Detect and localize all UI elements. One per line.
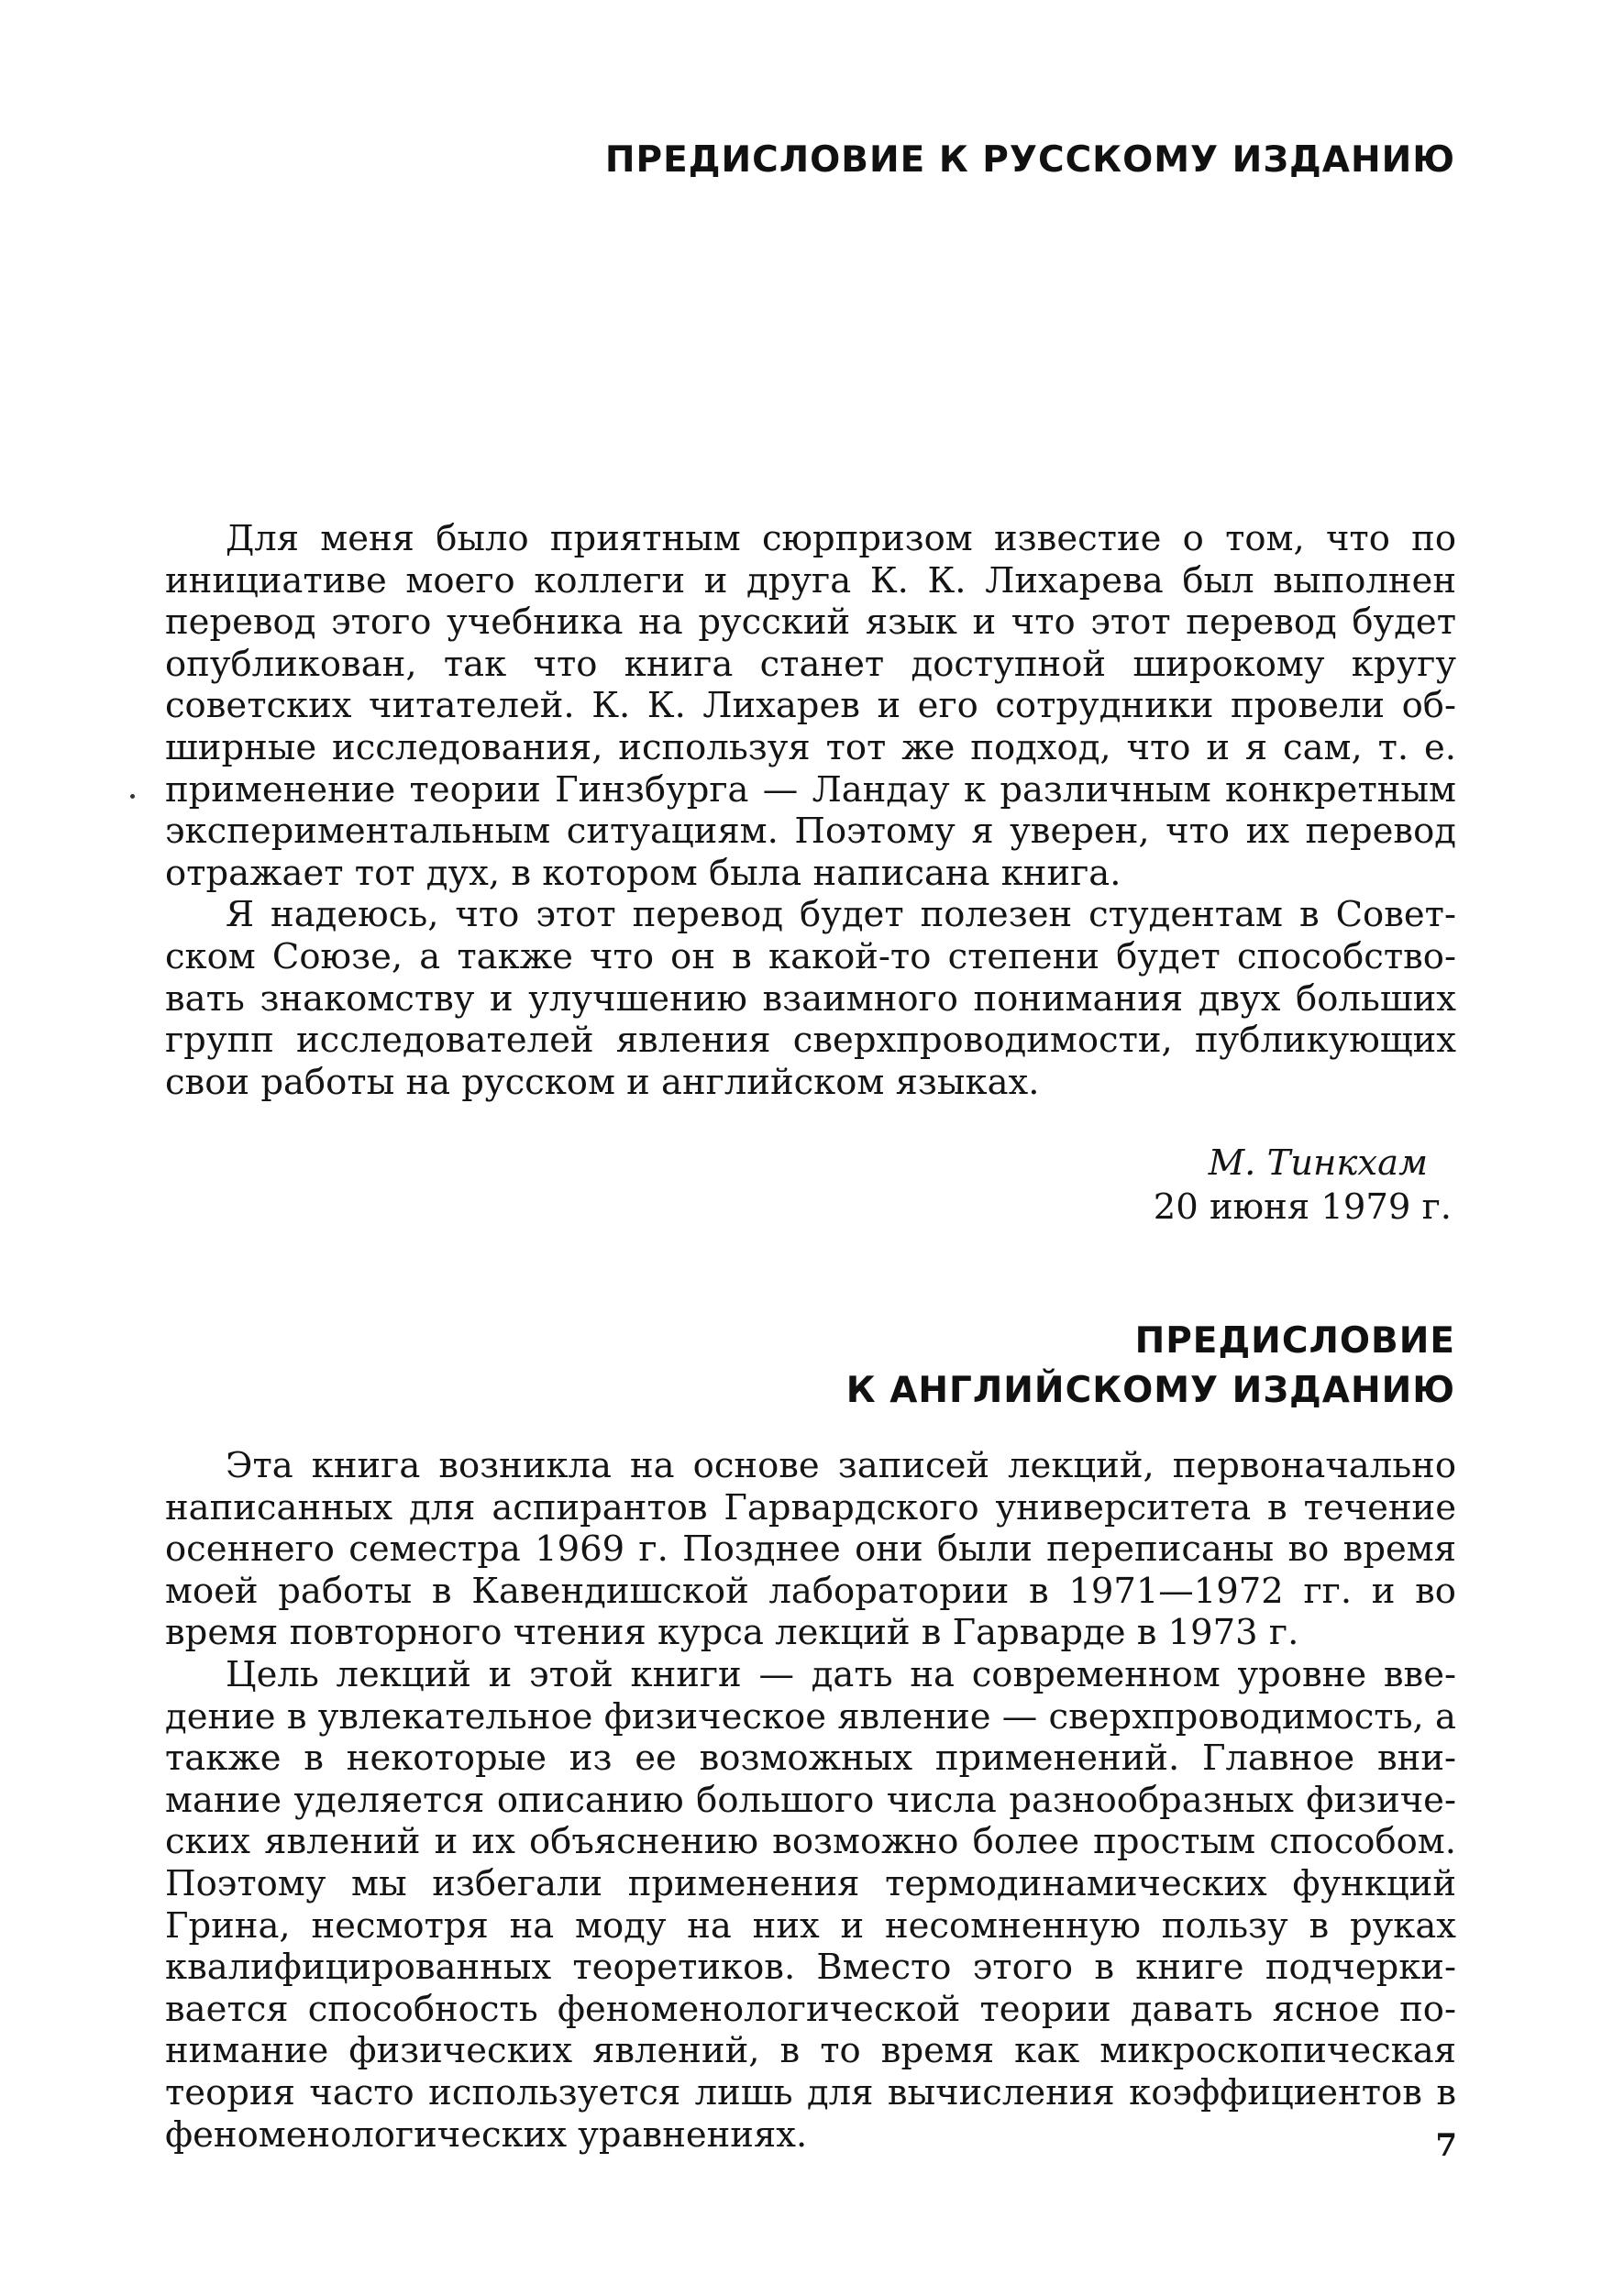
foreword-english-title-line-2: К АНГЛИЙСКОМУ ИЗДАНИЮ (845, 1370, 1455, 1411)
author-name: М. Тинкхам (1208, 1142, 1428, 1184)
foreword-english-title-line-1: ПРЕДИСЛОВИЕ (1134, 1320, 1455, 1362)
signature-date: 20 июня 1979 г. (1153, 1186, 1452, 1228)
foreword-russian-title: ПРЕДИСЛОВИЕ К РУССКОМУ ИЗДАНИЮ (604, 139, 1455, 181)
signature-block (1154, 1142, 1452, 1230)
foreword-english-paragraph-2: Цель лекций и этой книги — дать на современном уровне введение в увлекательное физическое явление — сверхпроводимость, а также в некоторые из ее возможных применений. Главное внимание уделяется описанию большого числа разнообразных физических явлений и их объяснению возможно более простым способом. Поэтому мы избегали применения термодинамических функций Грина, несмотря на моду на них и несомненную пользу в руках квалифицированных теоретиков. Вместо этого в книге подчеркивается способность феноменологической теории давать ясное понимание физических явлений, в то время как микроскопическая теория часто используется лишь для вычисления коэффициентов в феноменологических уравнениях. (165, 1653, 1456, 2156)
foreword-english-paragraph-1: Эта книга возникла на основе записей лекций, первоначально написанных для аспирантов Гарвардского университета в течение осеннего семестра 1969 г. Позднее они были переписаны во время моей работы в Кавендишской лаборатории в 1971—1972 гг. и во время повторного чтения курса лекций в Гарварде в 1973 г. (165, 1445, 1456, 1654)
foreword-russian-paragraph-2: Я надеюсь, что этот перевод будет полезен студентам в Советском Союзе, а также что он в какой-то степени будет способствовать знакомству и улучшению взаимного понимания двух больших групп исследователей явления сверхпроводимости, публикующих свои работы на русском и английском языках. (165, 894, 1456, 1103)
foreword-english-body (165, 1445, 1456, 2156)
foreword-english-title (846, 1317, 1455, 1416)
page-number: 7 (1435, 2127, 1457, 2164)
foreword-russian-body (165, 518, 1456, 1103)
margin-mark (130, 794, 135, 799)
foreword-russian-paragraph-1: Для меня было приятным сюрпризом известие о том, что по инициативе моего коллеги и друга К. К. Лихарева был выполнен перевод этого учебника на русский язык и что этот перевод будет опубликован, так что книга станет доступной широкому кругу советских читателей. К. К. Лихарев и его сотрудники провели обширные исследования, используя тот же подход, что и я сам, т. е. применение теории Гинзбурга — Ландау к различным конкретным экспериментальным ситуациям. Поэтому я уверен, что их перевод отражает тот дух, в котором была написана книга. (165, 518, 1456, 894)
